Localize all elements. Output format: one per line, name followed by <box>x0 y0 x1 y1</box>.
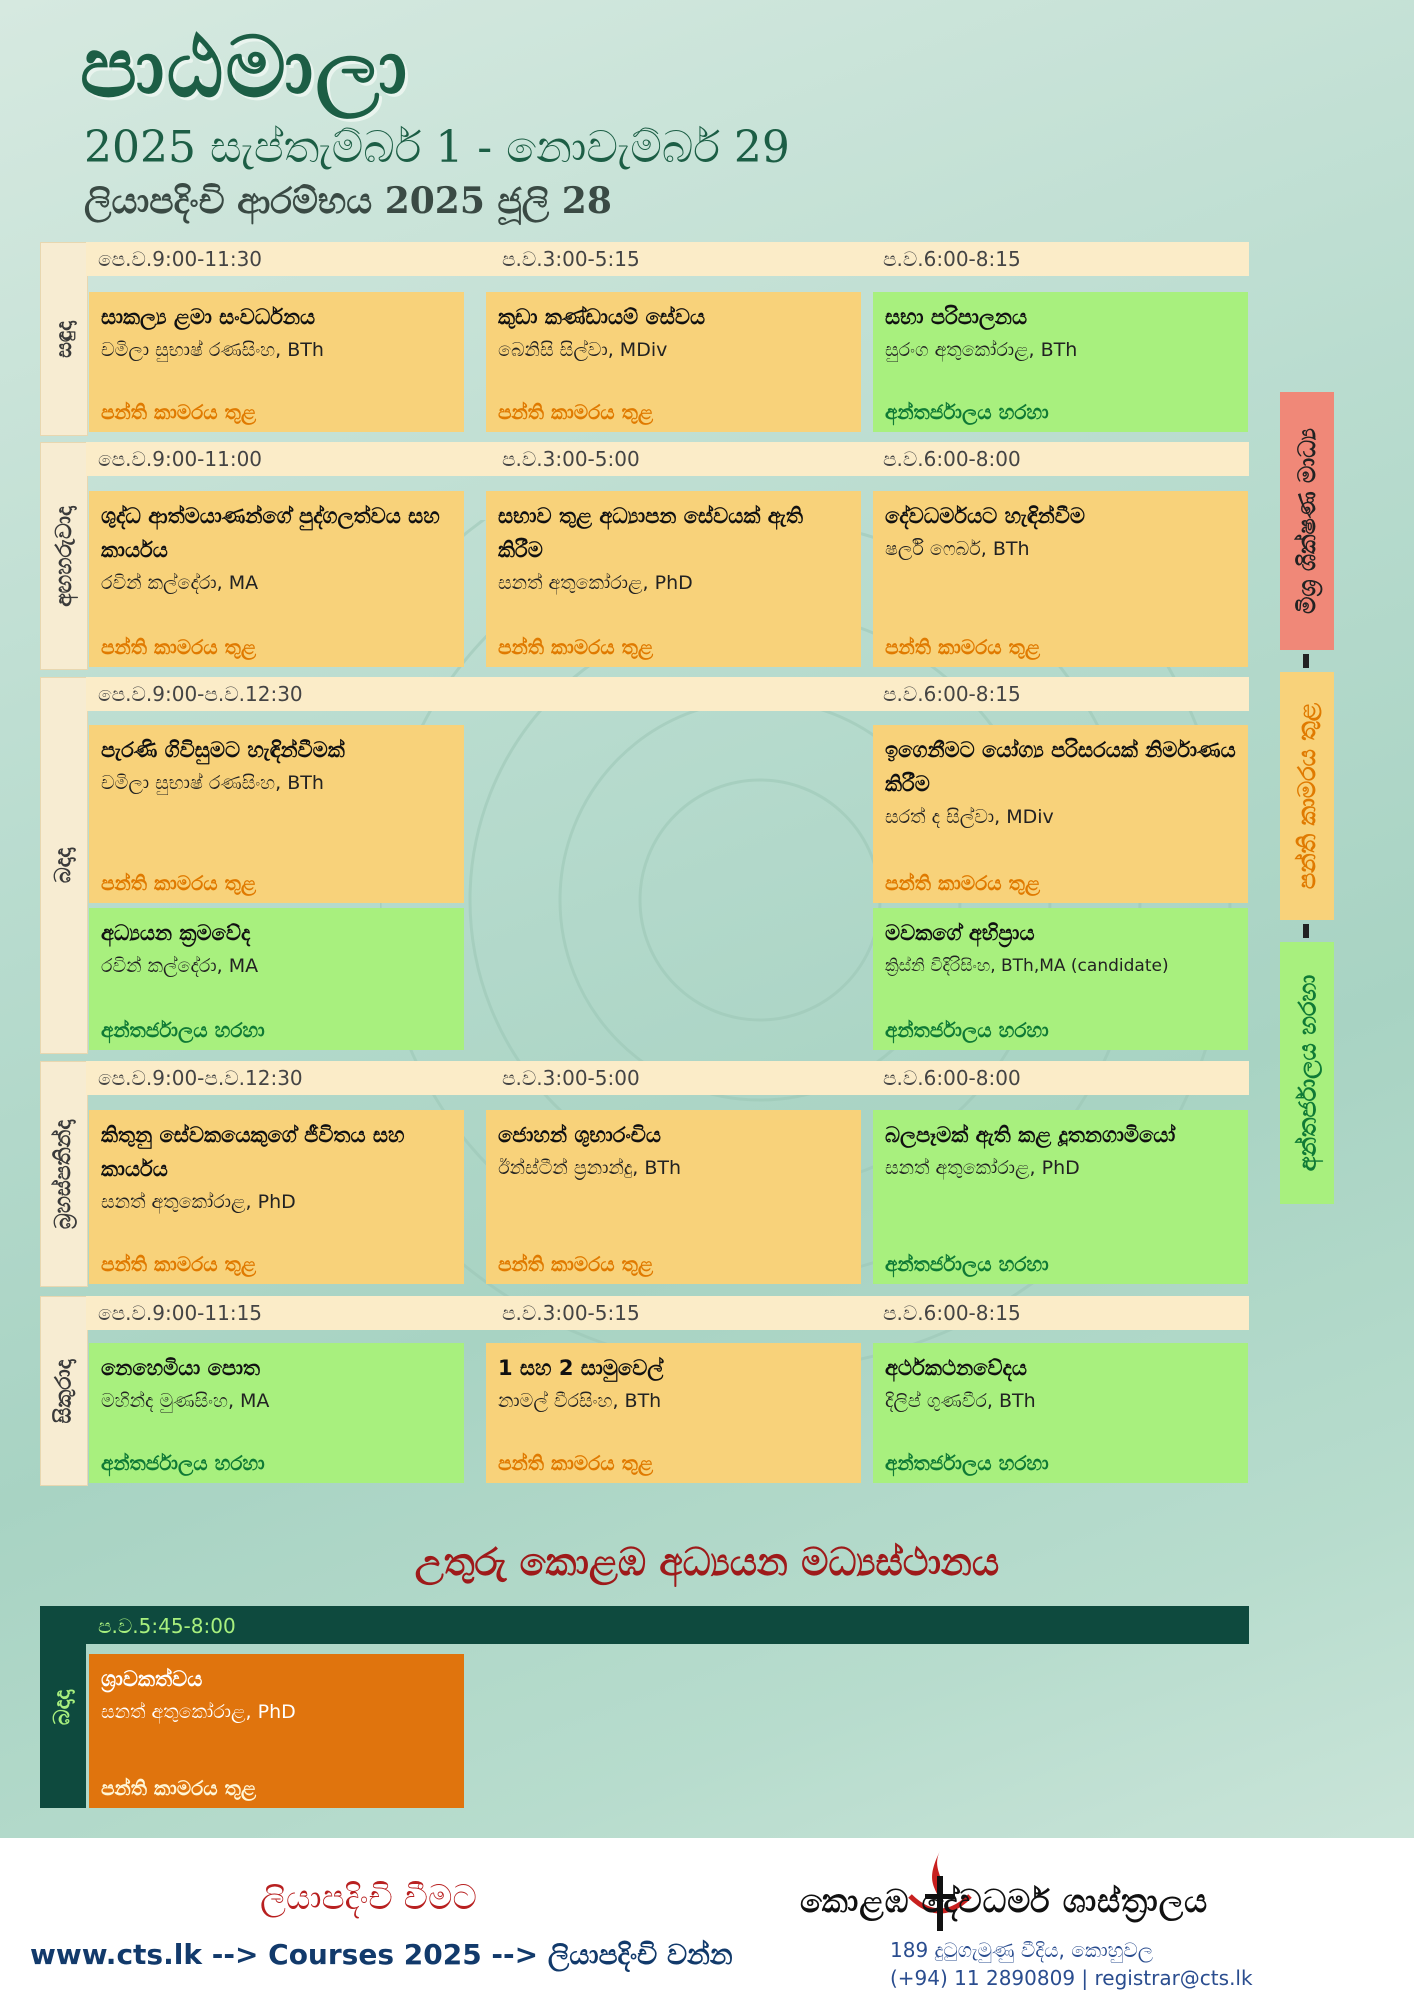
class-teacher: දිලිප් ගුණවීර, BTh <box>885 1390 1036 1412</box>
class-card[interactable] <box>89 491 464 667</box>
class-card[interactable] <box>486 1110 861 1284</box>
day-label-tuesday: අඟහරුවාදා <box>40 442 88 670</box>
day-label-wednesday: බදාදා <box>40 677 88 1054</box>
class-teacher: බෙනිසි සිල්වා, MDiv <box>498 339 668 361</box>
class-title: මවකගේ අභිප්‍රාය <box>885 921 1035 945</box>
class-mode: පන්ති කාමරය තුළ <box>885 635 1041 659</box>
class-teacher: ක්‍රිස්නි විදිරිසිංහ, BTh,MA (candidate) <box>885 956 1169 976</box>
class-mode: අන්තර්ජාලය හරහා <box>885 1451 1049 1475</box>
class-card[interactable] <box>873 725 1248 903</box>
time-slot: පෙ.ව.9:00-ප.ව.12:30 <box>98 682 303 706</box>
class-teacher: සනත් අතුකෝරාළ, PhD <box>101 1191 296 1213</box>
class-title: කුඩා කණ්ඩායම් සේවය <box>498 305 706 329</box>
class-teacher: සරත් ද සිල්වා, MDiv <box>885 806 1054 828</box>
class-title: ශ්‍රාවකත්වය <box>101 1667 203 1691</box>
class-title: දේවධර්මයට හැඳින්වීම <box>885 504 1085 528</box>
class-mode: පන්ති කාමරය තුළ <box>101 1252 257 1276</box>
class-title: සාකල්‍ය ළමා සංවර්ධනය <box>101 305 316 329</box>
class-card[interactable] <box>486 1343 861 1483</box>
class-teacher: මහින්ද මුණසිංහ, MA <box>101 1390 270 1412</box>
time-slot: ප.ව.5:45-8:00 <box>98 1614 236 1638</box>
legend-hybrid: මිශ්‍ර ශික්ෂණ මාධ්‍ය <box>1280 392 1334 650</box>
class-card[interactable] <box>873 1343 1248 1483</box>
class-title: 1 සහ 2 සාමුවෙල් <box>498 1356 664 1380</box>
registration-link[interactable]: www.cts.lk --> Courses 2025 --> ලියාපදිංචි වන්න <box>30 1938 733 1971</box>
time-slot: ප.ව.6:00-8:15 <box>883 1301 1021 1325</box>
registration-label: ලියාපදිංචි ආරම්භය <box>84 181 373 222</box>
class-mode: අන්තර්ජාලය හරහා <box>101 1018 265 1042</box>
time-slot: ප.ව.3:00-5:15 <box>502 1301 640 1325</box>
time-slot: ප.ව.6:00-8:15 <box>883 247 1021 271</box>
timebar-tuesday <box>86 442 1249 476</box>
timebar-thursday <box>86 1061 1249 1095</box>
class-card[interactable] <box>486 292 861 432</box>
class-mode: අන්තර්ජාලය හරහා <box>885 1018 1049 1042</box>
time-slot: පෙ.ව.9:00-11:15 <box>98 1301 263 1325</box>
timebar-monday <box>86 242 1249 276</box>
class-teacher: සුරංග අතුකෝරාළ, BTh <box>885 339 1078 361</box>
class-card[interactable] <box>89 1654 464 1808</box>
class-mode: පන්ති කාමරය තුළ <box>885 871 1041 895</box>
footer <box>0 1838 1414 2000</box>
timebar-north-centre <box>86 1606 1249 1644</box>
class-title: ජොහන් ශුභාරංචිය <box>498 1123 661 1147</box>
class-mode: පන්ති කාමරය තුළ <box>498 635 654 659</box>
class-card[interactable] <box>486 491 861 667</box>
class-teacher: රවින් කල්දේරා, MA <box>101 572 259 594</box>
class-card[interactable] <box>873 1110 1248 1284</box>
class-teacher: ඊන්ස්ටීන් ප්‍රනාන්දු, BTh <box>498 1157 682 1179</box>
class-teacher: චමිලා සුභාෂ් රණසිංහ, BTh <box>101 772 324 794</box>
class-teacher: රවින් කල්දේරා, MA <box>101 955 259 977</box>
day-label-friday: සිකුරාදා <box>40 1296 88 1486</box>
legend-online: අන්තර්ජාලය හරහා <box>1280 942 1334 1204</box>
time-slot: පෙ.ව.9:00-ප.ව.12:30 <box>98 1066 303 1090</box>
legend-separator <box>1303 924 1309 938</box>
class-mode: අන්තර්ජාලය හරහා <box>885 1252 1049 1276</box>
registration-date: 2025 ජූලි 28 <box>384 180 612 222</box>
time-slot: පෙ.ව.9:00-11:00 <box>98 447 263 471</box>
class-title: සභාව තුළ අධ්‍යාපන සේවයක් ඇති කිරීම <box>498 504 803 562</box>
class-card[interactable] <box>873 491 1248 667</box>
class-teacher: නාමල් වීරසිංහ, BTh <box>498 1390 662 1412</box>
class-mode: පන්ති කාමරය තුළ <box>498 400 654 424</box>
timebar-friday <box>86 1296 1249 1330</box>
class-title: අර්ථකථනවේදය <box>885 1356 1027 1380</box>
class-title: බලපෑමක් ඇති කළ දූතනගාමියෝ <box>885 1123 1176 1147</box>
day-label-monday: සඳුදා <box>40 242 88 436</box>
time-slot: ප.ව.6:00-8:00 <box>883 447 1021 471</box>
class-title: නෙහෙමියා පොත <box>101 1356 261 1380</box>
time-slot: ප.ව.6:00-8:00 <box>883 1066 1021 1090</box>
class-mode: පන්ති කාමරය තුළ <box>101 871 257 895</box>
registration-start <box>84 180 612 223</box>
legend-classroom: පන්ති කාමරය තුළ <box>1280 672 1334 920</box>
day-label-north-centre: බදාදා <box>40 1606 86 1808</box>
time-slot: ප.ව.3:00-5:15 <box>502 247 640 271</box>
north-centre-title: උතුරු කොළඹ අධ්‍යයන මධ්‍යස්ථානය <box>414 1540 1000 1584</box>
class-teacher: සනත් අතුකෝරාළ, PhD <box>101 1701 296 1723</box>
class-card[interactable] <box>89 908 464 1050</box>
class-card[interactable] <box>873 292 1248 432</box>
register-label: ලියාපදිංචි වීමට <box>260 1878 477 1918</box>
class-title: ශුද්ධ ආත්මයාණන්ගේ පුද්ගලත්වය සහ කාර්යය <box>101 504 440 562</box>
class-title: පැරණි ගිවිසුමට හැඳින්වීමක් <box>101 738 345 762</box>
timebar-wednesday <box>86 677 1249 711</box>
class-title: ඉගෙනීමට යෝග්‍ය පරිසරයක් නිර්මාණය කිරීම <box>885 738 1236 796</box>
class-card[interactable] <box>89 292 464 432</box>
org-address: 189 දුටුගැමුණු වීදිය, කොහුවල <box>890 1938 1154 1962</box>
time-slot: පෙ.ව.9:00-11:30 <box>98 247 263 271</box>
time-slot: ප.ව.3:00-5:00 <box>502 1066 640 1090</box>
class-card[interactable] <box>873 908 1248 1050</box>
class-card[interactable] <box>89 1343 464 1483</box>
class-mode: අන්තර්ජාලය හරහා <box>885 400 1049 424</box>
class-mode: පන්ති කාමරය තුළ <box>101 635 257 659</box>
class-mode: පන්ති කාමරය තුළ <box>101 400 257 424</box>
day-label-thursday: බ්‍රහස්පතින්දා <box>40 1061 88 1287</box>
class-mode: පන්ති කාමරය තුළ <box>498 1252 654 1276</box>
class-card[interactable] <box>89 1110 464 1284</box>
class-teacher: ෂර්ලි ෆෙබර්, BTh <box>885 538 1030 560</box>
legend-separator <box>1303 654 1309 668</box>
class-mode: අන්තර්ජාලය හරහා <box>101 1451 265 1475</box>
class-title: සභා පරිපාලනය <box>885 305 1028 329</box>
course-dates: 2025 සැප්තැම්බර් 1 - නොවැම්බර් 29 <box>84 122 790 173</box>
class-mode: පන්ති කාමරය තුළ <box>498 1451 654 1475</box>
time-slot: ප.ව.6:00-8:15 <box>883 682 1021 706</box>
class-card[interactable] <box>89 725 464 903</box>
org-contact[interactable]: (+94) 11 2890809 | registrar@cts.lk <box>890 1966 1253 1990</box>
class-teacher: චමිලා සුභාෂ් රණසිංහ, BTh <box>101 339 324 361</box>
page-title: පාඨමාලා <box>80 18 410 116</box>
class-title: අධ්‍යයන ක්‍රමවේද <box>101 921 251 945</box>
class-teacher: සනත් අතුකෝරාළ, PhD <box>498 572 693 594</box>
org-name: කොළඹ දේවධර්ම ශාස්ත්‍රාලය <box>800 1882 1209 1920</box>
class-title: කිතුනු සේවකයෙකුගේ ජීවිතය සහ කාර්යය <box>101 1123 405 1181</box>
class-mode: පන්ති කාමරය තුළ <box>101 1776 257 1800</box>
time-slot: ප.ව.3:00-5:00 <box>502 447 640 471</box>
class-teacher: සනත් අතුකෝරාළ, PhD <box>885 1157 1080 1179</box>
